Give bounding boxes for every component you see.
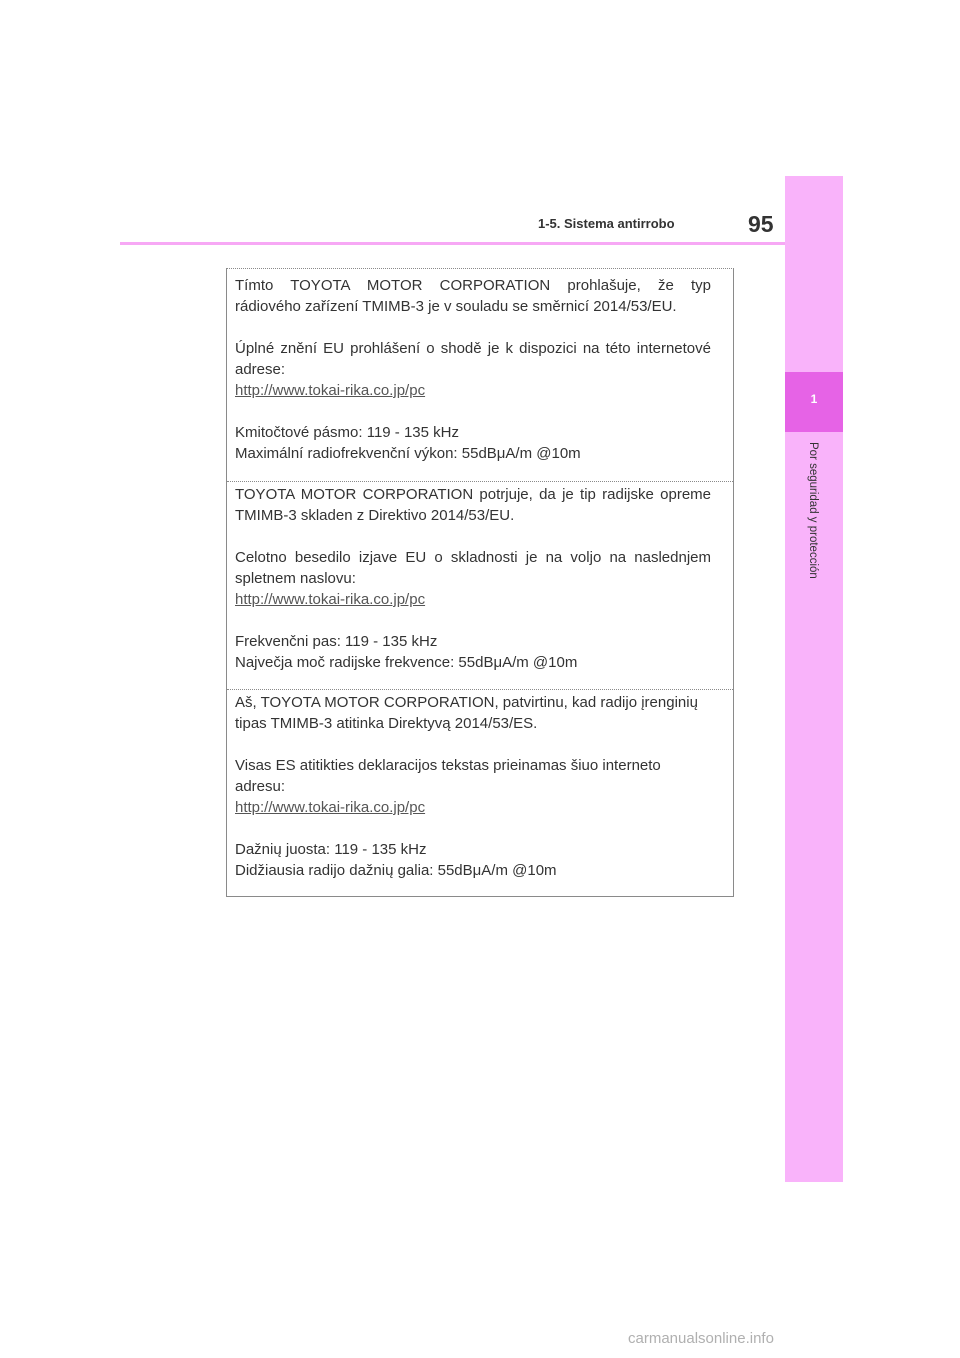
paragraph-line: rádiového zařízení TMIMB-3 je v souladu se směrnicí 2014/53/EU.: [235, 298, 677, 315]
paragraph-line: Tímto TOYOTA MOTOR CORPORATION prohlašuje, že typ: [235, 277, 711, 294]
paragraph-line: adrese:: [235, 361, 286, 378]
paragraph-line: tipas TMIMB-3 atitinka Direktyvą 2014/53/ES.: [235, 715, 538, 732]
chapter-side-tab: [785, 176, 843, 1182]
section-title: 1-5. Sistema antirrobo: [538, 216, 675, 231]
declaration-box: [226, 268, 734, 897]
paragraph-line: Dažnių juosta: 119 - 135 kHz: [235, 841, 427, 858]
declaration-link[interactable]: http://www.tokai-rika.co.jp/pc: [235, 591, 426, 608]
paragraph-line: adresu:: [235, 778, 286, 795]
paragraph-line: Največja moč radijske frekvence: 55dBμA/m @10m: [235, 654, 578, 671]
paragraph-line: Úplné znění EU prohlášení o shodě je k dispozici na této internetové: [235, 340, 711, 357]
paragraph-line: Frekvenčni pas: 119 - 135 kHz: [235, 633, 438, 650]
paragraph-line: spletnem naslovu:: [235, 570, 356, 587]
paragraph-line: Visas ES atitikties deklaracijos tekstas prieinamas šiuo interneto: [235, 757, 661, 774]
declaration-slovenian: [235, 484, 711, 673]
declaration-lithuanian: [235, 692, 711, 881]
declaration-link[interactable]: http://www.tokai-rika.co.jp/pc: [235, 382, 426, 399]
paragraph-line: Kmitočtové pásmo: 119 - 135 kHz: [235, 424, 459, 441]
chapter-title: Por seguridad y protección: [807, 442, 819, 579]
footer-watermark: carmanualsonline.info: [628, 1330, 774, 1347]
section-divider: [227, 689, 733, 690]
paragraph-line: Maximální radiofrekvenční výkon: 55dBμA/m @10m: [235, 445, 581, 462]
declaration-czech: [235, 275, 711, 464]
section-divider: [227, 481, 733, 482]
paragraph-line: TMIMB-3 skladen z Direktivo 2014/53/EU.: [235, 507, 515, 524]
paragraph-line: Celotno besedilo izjave EU o skladnosti je na voljo na naslednjem: [235, 549, 711, 566]
paragraph-line: Aš, TOYOTA MOTOR CORPORATION, patvirtinu, kad radijo įrenginių: [235, 694, 698, 711]
declaration-link[interactable]: http://www.tokai-rika.co.jp/pc: [235, 799, 426, 816]
page-number: 95: [748, 211, 774, 237]
chapter-number: 1: [810, 392, 818, 406]
paragraph-line: Didžiausia radijo dažnių galia: 55dBμA/m @10m: [235, 862, 557, 879]
paragraph-line: TOYOTA MOTOR CORPORATION potrjuje, da je tip radijske opreme: [235, 486, 711, 503]
header-rule: [120, 242, 785, 245]
